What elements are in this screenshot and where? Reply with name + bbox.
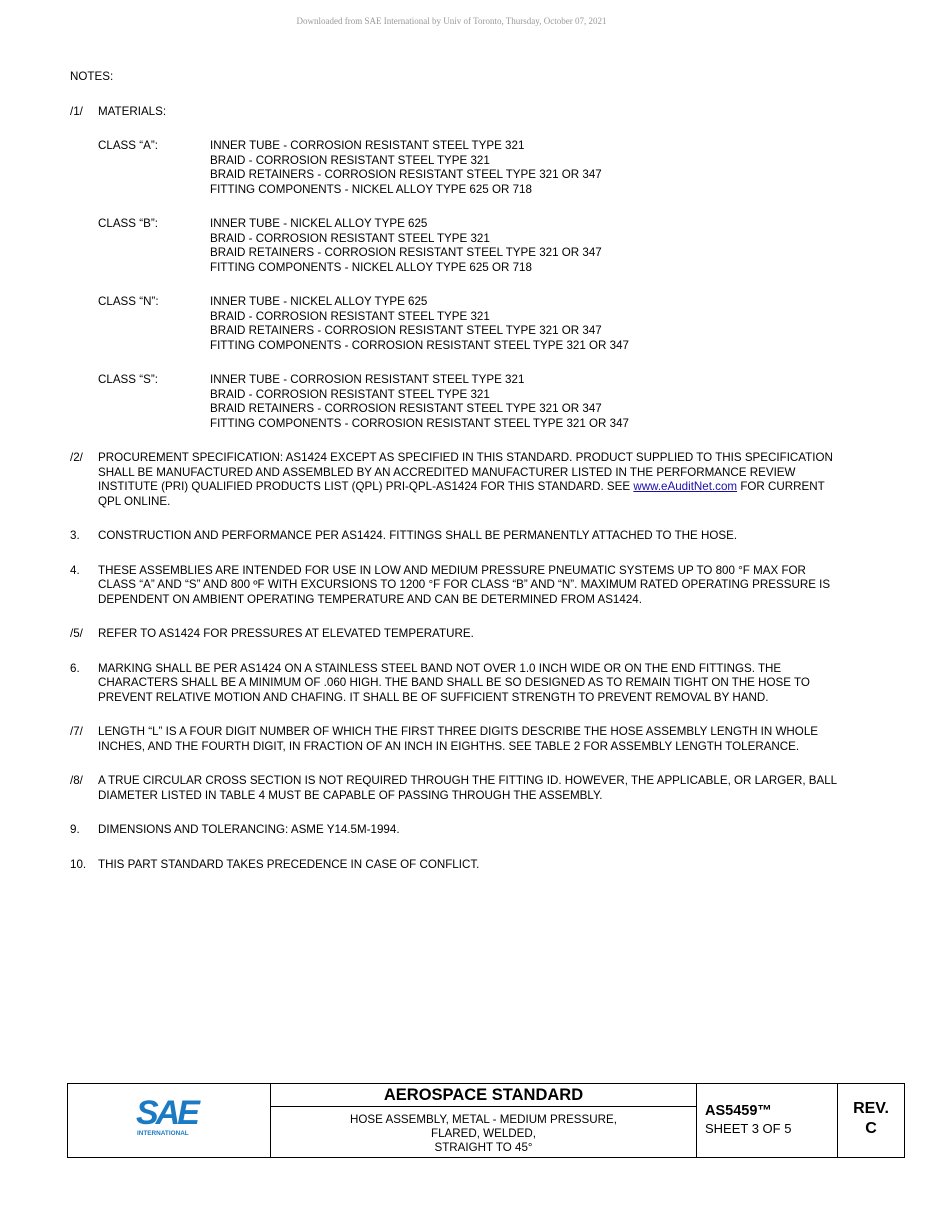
- note-4: [70, 564, 845, 608]
- note-6-text: MARKING SHALL BE PER AS1424 ON A STAINLESS STEEL BAND NOT OVER 1.0 INCH WIDE OR ON THE END FITTINGS. THE CHARACTERS SHALL BE A MINIMUM OF .060 HIGH. THE BAND SHALL BE SO DESIGNED AS TO REMAIN TIGHT ON THE HOSE TO PREVENT RELATIVE MOTION AND CHAFING. IT SHALL BE OF SUFFICIENT STRENGTH TO PREVENT REMOVAL BY HAND.: [98, 661, 810, 704]
- materials-classes: [98, 139, 845, 431]
- note-10-text: THIS PART STANDARD TAKES PRECEDENCE IN CASE OF CONFLICT.: [98, 857, 480, 871]
- note-2-text: [98, 451, 845, 509]
- description-line: HOSE ASSEMBLY, METAL - MEDIUM PRESSURE,: [350, 1113, 617, 1126]
- material-line: INNER TUBE - NICKEL ALLOY TYPE 625: [210, 295, 428, 308]
- note-3: [70, 529, 845, 544]
- revision-label: REV.: [853, 1100, 889, 1117]
- note-2-text-after: FOR CURRENT QPL ONLINE.: [98, 480, 825, 508]
- download-watermark: Downloaded from SAE International by Univ of Toronto, Thursday, October 07, 2021: [296, 16, 607, 26]
- material-line: FITTING COMPONENTS - NICKEL ALLOY TYPE 625 OR 718: [210, 182, 532, 196]
- sae-logo-icon: [136, 1094, 206, 1138]
- class-label: CLASS “N”:: [98, 295, 159, 308]
- note-2-text-before: PROCUREMENT SPECIFICATION: AS1424 EXCEPT AS SPECIFIED IN THIS STANDARD. PRODUCT SUPPLIED TO THIS SPECIFICATION SHALL BE MANUFACTURED AND ASSEMBLED BY AN ACCREDITED MANUFACTURER LISTED IN THE PERFORMANCE REVIEW INSTITUTE (PRI) QUALIFIED PRODUCTS LIST (QPL) PRI-QPL-AS1424 FOR THIS STANDARD. SEE: [98, 451, 833, 493]
- sae-logo-subtext: INTERNATIONAL: [137, 1130, 189, 1137]
- title-block: [67, 1083, 905, 1158]
- note-5: [70, 627, 845, 642]
- note-2: [70, 451, 845, 509]
- standard-heading: AEROSPACE STANDARD: [271, 1084, 696, 1107]
- sheet-number: SHEET 3 OF 5: [705, 1121, 792, 1136]
- part-description: [271, 1107, 696, 1157]
- note-number: 6.: [70, 661, 80, 675]
- note-number: /2/: [70, 451, 83, 464]
- document-cell: [697, 1084, 838, 1157]
- note-number: /1/: [70, 104, 83, 118]
- description-line: STRAIGHT TO 45°: [434, 1141, 533, 1154]
- class-s-block: [98, 373, 845, 431]
- note-number: 3.: [70, 529, 80, 542]
- material-line: BRAID RETAINERS - CORROSION RESISTANT STEEL TYPE 321 OR 347: [210, 402, 602, 415]
- class-label: CLASS “A”:: [98, 139, 158, 152]
- revision-value: C: [865, 1120, 877, 1137]
- note-10: [70, 858, 845, 873]
- eauditnet-link[interactable]: www.eAuditNet.com: [633, 480, 738, 493]
- material-line: FITTING COMPONENTS - CORROSION RESISTANT STEEL TYPE 321 OR 347: [210, 416, 629, 430]
- note-8-text: A TRUE CIRCULAR CROSS SECTION IS NOT REQUIRED THROUGH THE FITTING ID. HOWEVER, THE APPLICABLE, OR LARGER, BALL DIAMETER LISTED IN TABLE 4 MUST BE CAPABLE OF PASSING THROUGH THE ASSEMBLY.: [98, 774, 837, 802]
- material-line: BRAID RETAINERS - CORROSION RESISTANT STEEL TYPE 321 OR 347: [210, 324, 602, 337]
- class-n-block: [98, 295, 845, 353]
- note-8: [70, 774, 845, 803]
- revision-cell: [838, 1084, 904, 1157]
- material-line: FITTING COMPONENTS - CORROSION RESISTANT STEEL TYPE 321 OR 347: [210, 338, 629, 352]
- material-line: INNER TUBE - CORROSION RESISTANT STEEL TYPE 321: [210, 373, 525, 386]
- note-number: 10.: [70, 857, 87, 871]
- note-number: /8/: [70, 774, 83, 787]
- material-line: BRAID - CORROSION RESISTANT STEEL TYPE 321: [210, 231, 490, 245]
- note-5-text: REFER TO AS1424 FOR PRESSURES AT ELEVATED TEMPERATURE.: [98, 627, 474, 640]
- document-number: AS5459™: [705, 1103, 772, 1119]
- notes-title: NOTES:: [70, 70, 114, 83]
- note-1-title: MATERIALS:: [98, 104, 167, 118]
- note-9-text: DIMENSIONS AND TOLERANCING: ASME Y14.5M-1994.: [98, 823, 400, 836]
- note-7-text: LENGTH “L” IS A FOUR DIGIT NUMBER OF WHICH THE FIRST THREE DIGITS DESCRIBE THE HOSE ASSEMBLY LENGTH IN WHOLE INCHES, AND THE FOURTH DIGIT, IN FRACTION OF AN INCH IN EIGHTHS. SEE TABLE 2 FOR ASSEMBLY LENGTH TOLERANCE.: [98, 725, 818, 753]
- sae-logo-text: SAE: [136, 1094, 197, 1132]
- material-line: BRAID - CORROSION RESISTANT STEEL TYPE 321: [210, 309, 490, 323]
- material-line: INNER TUBE - NICKEL ALLOY TYPE 625: [210, 217, 428, 230]
- note-6: [70, 662, 845, 706]
- note-number: /7/: [70, 725, 83, 738]
- note-4-text: THESE ASSEMBLIES ARE INTENDED FOR USE IN LOW AND MEDIUM PRESSURE PNEUMATIC SYSTEMS UP TO 800 °F MAX FOR CLASS “A” AND “S” AND 800 ºF WITH EXCURSIONS TO 1200 °F FOR CLASS “B” AND “N”. MAXIMUM RATED OPERATING PRESSURE IS DEPENDENT ON AMBIENT OPERATING TEMPERATURE AND CAN BE DETERMINED FROM AS1424.: [98, 563, 831, 606]
- material-line: INNER TUBE - CORROSION RESISTANT STEEL TYPE 321: [210, 139, 525, 152]
- class-b-block: [98, 217, 845, 275]
- note-number: 4.: [70, 563, 80, 577]
- class-label: CLASS “B”:: [98, 217, 158, 230]
- title-cell: [271, 1084, 697, 1157]
- note-3-text: CONSTRUCTION AND PERFORMANCE PER AS1424. FITTINGS SHALL BE PERMANENTLY ATTACHED TO THE HOSE.: [98, 529, 738, 542]
- note-number: 9.: [70, 823, 80, 836]
- logo-cell: [68, 1084, 271, 1157]
- note-7: [70, 725, 845, 754]
- description-line: FLARED, WELDED,: [430, 1127, 536, 1140]
- material-line: FITTING COMPONENTS - NICKEL ALLOY TYPE 625 OR 718: [210, 260, 532, 274]
- note-9: [70, 823, 845, 838]
- material-line: BRAID - CORROSION RESISTANT STEEL TYPE 321: [210, 153, 490, 167]
- note-number: /5/: [70, 627, 83, 640]
- class-label: CLASS “S”:: [98, 373, 158, 386]
- class-a-block: [98, 139, 845, 197]
- notes-section: [70, 70, 845, 892]
- material-line: BRAID - CORROSION RESISTANT STEEL TYPE 321: [210, 387, 490, 401]
- material-line: BRAID RETAINERS - CORROSION RESISTANT STEEL TYPE 321 OR 347: [210, 168, 602, 181]
- note-1: [70, 105, 845, 432]
- material-line: BRAID RETAINERS - CORROSION RESISTANT STEEL TYPE 321 OR 347: [210, 246, 602, 259]
